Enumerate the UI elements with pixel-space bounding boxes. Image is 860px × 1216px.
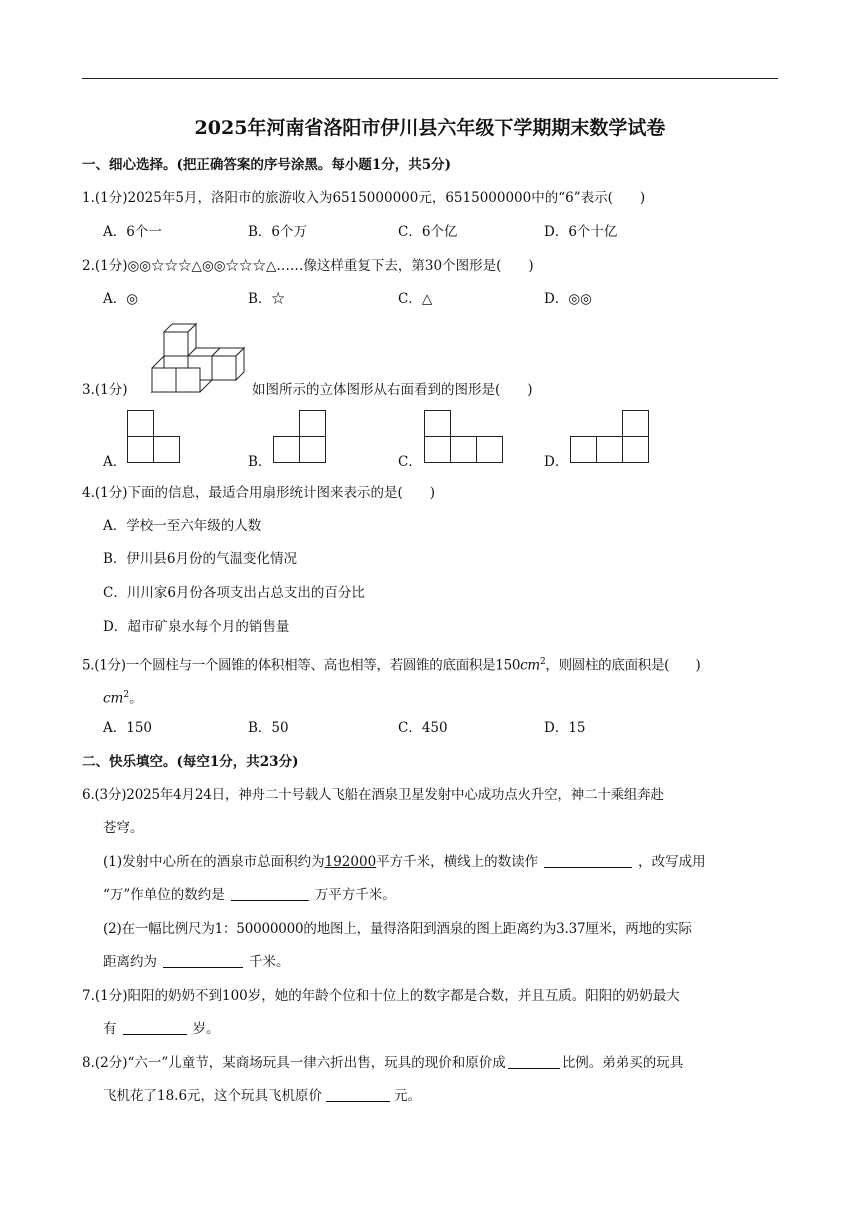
question-8-line-2 bbox=[103, 1087, 421, 1105]
q5-unit-exponent-line2: 2 bbox=[123, 690, 130, 700]
q6-p1-text-b: 平方千米，横线上的数读作 bbox=[376, 854, 539, 870]
question-2-stem: 2.(1分)◎◎☆☆☆△◎◎☆☆☆△……像这样重复下去，第30个图形是( ) bbox=[82, 258, 534, 274]
q1-option-b[interactable]: B．6个万 bbox=[248, 224, 308, 240]
q5-option-b[interactable]: B．50 bbox=[248, 720, 289, 736]
q8-text-d: 元。 bbox=[394, 1088, 422, 1104]
q2-option-a[interactable]: A．◎ bbox=[103, 291, 139, 307]
q3-option-c-figure[interactable] bbox=[424, 410, 504, 464]
q2-option-c[interactable]: C．△ bbox=[398, 291, 433, 307]
q8-blank-1[interactable] bbox=[508, 1054, 560, 1069]
q3-solid-figure bbox=[152, 324, 252, 396]
question-5-stem bbox=[82, 653, 701, 675]
question-1-stem: 1.(1分)2025年5月，洛阳市的旅游收入为6515000000元，6515000000中的“6”表示( ) bbox=[82, 190, 646, 206]
q6-part-2-line-1: (2)在一幅比例尺为1：50000000的地图上，量得洛阳到酒泉的图上距离约为3.37厘米，两地的实际 bbox=[103, 921, 692, 937]
q1-option-a[interactable]: A．6个一 bbox=[103, 224, 162, 240]
q6-p1-text-d: “万”作单位的数约是 bbox=[103, 887, 225, 903]
q6-blank-2[interactable] bbox=[231, 886, 309, 901]
q3-option-d-figure[interactable] bbox=[570, 410, 650, 464]
q6-part-2-line-2 bbox=[103, 953, 290, 971]
q3-option-b-label[interactable]: B． bbox=[248, 454, 272, 470]
q6-blank-1[interactable] bbox=[544, 853, 632, 868]
q8-text-a: 8.(2分)“六一”儿童节，某商场玩具一律六折出售，玩具的现价和原价成 bbox=[82, 1055, 506, 1071]
question-4-stem: 4.(1分)下面的信息，最适合用扇形统计图来表示的是( ) bbox=[82, 485, 436, 501]
q3-option-b-figure[interactable] bbox=[273, 410, 327, 464]
q3-option-a-figure[interactable] bbox=[127, 410, 181, 464]
q8-text-b: 比例。弟弟买的玩具 bbox=[561, 1055, 684, 1071]
q5-stem-line-2 bbox=[103, 686, 143, 708]
q6-p2-text-c: 千米。 bbox=[249, 954, 290, 970]
q6-blank-3[interactable] bbox=[163, 953, 243, 968]
q7-blank[interactable] bbox=[123, 1020, 187, 1035]
question-3-prefix: 3.(1分) bbox=[82, 382, 128, 398]
q8-blank-2[interactable] bbox=[326, 1087, 390, 1102]
q5-option-c[interactable]: C．450 bbox=[398, 720, 448, 736]
header-rule bbox=[82, 78, 778, 79]
q3-option-a-label[interactable]: A． bbox=[103, 454, 127, 470]
q8-text-c: 飞机花了18.6元，这个玩具飞机原价 bbox=[103, 1088, 323, 1104]
question-3-stem: 如图所示的立体图形从右面看到的图形是( ) bbox=[252, 382, 533, 398]
q5-unit-line2: cm bbox=[103, 690, 124, 707]
question-7-line-2 bbox=[103, 1020, 220, 1038]
q6-p1-text-a: (1)发射中心所在的酒泉市总面积约为 bbox=[103, 854, 325, 870]
q6-p2-text-b: 距离约为 bbox=[103, 954, 157, 970]
q4-option-a[interactable]: A．学校一至六年级的人数 bbox=[103, 518, 262, 534]
section-1-heading: 一、细心选择。(把正确答案的序号涂黑。每小题1分，共5分) bbox=[82, 157, 452, 173]
q1-option-d[interactable]: D．6个十亿 bbox=[544, 224, 618, 240]
q4-option-d[interactable]: D．超市矿泉水每个月的销售量 bbox=[103, 619, 290, 635]
q3-option-c-label[interactable]: C． bbox=[398, 454, 422, 470]
q1-option-c[interactable]: C．6个亿 bbox=[398, 224, 458, 240]
q6-part-1-line-1 bbox=[103, 853, 706, 871]
exam-title: 2025年河南省洛阳市伊川县六年级下学期期末数学试卷 bbox=[194, 117, 666, 139]
q5-option-a[interactable]: A．150 bbox=[103, 720, 153, 736]
q5-option-d[interactable]: D．15 bbox=[544, 720, 586, 736]
q2-option-d[interactable]: D．◎◎ bbox=[544, 291, 592, 307]
q6-part-1-line-2 bbox=[103, 886, 396, 904]
question-6-line-2: 苍穹。 bbox=[103, 820, 144, 836]
q7-text-b: 岁。 bbox=[192, 1021, 220, 1037]
q3-option-d-label[interactable]: D． bbox=[544, 454, 569, 470]
q5-unit-exponent: 2 bbox=[539, 657, 546, 667]
q6-p1-number: 192000 bbox=[324, 854, 377, 870]
q6-p1-text-e: 万平方千米。 bbox=[314, 887, 396, 903]
q5-unit: cm bbox=[520, 657, 540, 674]
q7-text-a: 有 bbox=[103, 1021, 117, 1037]
q4-option-b[interactable]: B．伊川县6月份的气温变化情况 bbox=[103, 551, 298, 567]
section-2-heading: 二、快乐填空。(每空1分，共23分) bbox=[82, 754, 299, 770]
question-7-line-1: 7.(1分)阳阳的奶奶不到100岁，她的年龄个位和十位上的数字都是合数，并且互质。阳阳的奶奶最大 bbox=[82, 988, 680, 1004]
q5-line2-tail: 。 bbox=[129, 690, 143, 707]
q2-option-b[interactable]: B．☆ bbox=[248, 291, 285, 307]
q5-stem-part-a: 5.(1分)一个圆柱与一个圆锥的体积相等、高也相等，若圆锥的底面积是150 bbox=[82, 657, 521, 674]
q6-p1-text-c: ，改写成用 bbox=[638, 854, 706, 870]
q5-stem-part-b: ，则圆柱的底面积是( ) bbox=[545, 657, 701, 674]
question-6-line-1: 6.(3分)2025年4月24日，神舟二十号载人飞船在酒泉卫星发射中心成功点火升空，神二十乘组奔赴 bbox=[82, 787, 664, 803]
question-8-line-1 bbox=[82, 1054, 683, 1072]
q4-option-c[interactable]: C．川川家6月份各项支出占总支出的百分比 bbox=[103, 585, 365, 601]
